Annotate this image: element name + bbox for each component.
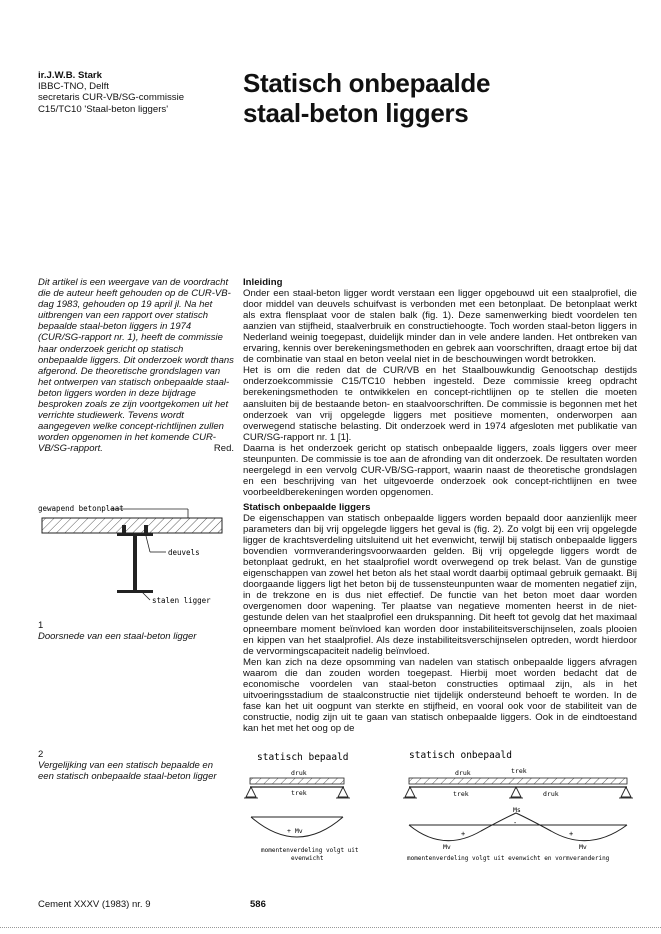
intro-signature: Red. (213, 443, 234, 455)
support-icon (621, 787, 631, 797)
page-number: 586 (250, 899, 266, 910)
right-plus-left: + (461, 830, 466, 838)
right-plus-right: + (569, 830, 574, 838)
author-block (38, 70, 238, 115)
label-stalen-ligger: stalen ligger (152, 596, 211, 605)
right-druk-bottom: druk (543, 790, 559, 798)
paragraph: De eigenschappen van statisch onbepaalde liggers worden bepaald door aanzienlijk meer parameters dan bij vrij opgelegde liggers het geval is (fig. 2). Zo volgt bij een vrij opgelegde ligger de krachtsverdeling uitsluitend uit het evenwicht, terwijl bij statisch onbepaalde liggers bovendien vormveranderingsvoorwaarden gelden. Bij vrij opgelegde liggers wordt de betonplaat gedrukt, en het staalprofiel wordt overwegend op trek belast. Van de gunstige eigenschappen van zowel het beton als het staal wordt daarbij optimaal gebruik gemaakt. Bij doorgaande liggers ligt het beton bij de tussensteunpunten waar de momenten negatief zijn, in de trekzone en is dus niet effectief. De functie van het beton moet daar worden overgenomen door wapening. Ter plaatse van negatieve momenten heerst in de niet-gestunde delen van het staalprofiel een drukspanning. Dit heeft tot gevolg dat het maximaal opneembare moment beïnvloed kan worden door instabiliteitsverschijnselen, zoals plooien en kippen van het staalprofiel. Als deze instabiliteitsverschijnselen optreden, wordt hierdoor de vervormingscapaciteit nadelig beïnvloed. (243, 513, 637, 657)
intro-text: Dit artikel is een weergave van de voordracht die de auteur heeft gehouden op de CUR-VB-dag 1983, gehouden op 19 april jl. Na het uitbrengen van een rapport over statisch bepaalde staal-beton liggers in 1974 (CUR/SG-rapport nr. 1), heeft de commissie haar onderzoek gericht op statisch onbepaalde liggers. Dit onderzoek wordt thans afgerond. De theoretische grondslagen van het ontwerpen van statisch onbepaalde staal-beton liggers worden in deze bijdrage besproken zoals ze zijn voortgekomen uit het verrichte studiewerk. Tevens wordt aangegeven welke concept-richtlijnen zullen worden opgenomen in het komende CUR-VB/SG-rapport. (38, 277, 234, 455)
author-affiliation-1: IBBC-TNO, Delft (38, 81, 109, 93)
left-caption-line-2: evenwicht (291, 855, 324, 862)
right-druk: druk (455, 769, 471, 777)
figure-2-caption (38, 749, 228, 783)
right-title: statisch onbepaald (409, 750, 512, 761)
figure-1-cross-section (38, 500, 238, 620)
concrete-slab (42, 518, 222, 533)
left-title: statisch bepaald (257, 752, 349, 763)
bottom-divider (0, 927, 661, 928)
support-icon (338, 787, 348, 797)
left-caption-line-1: momentenverdeling volgt uit (261, 847, 359, 854)
label-deuvels: deuvels (168, 548, 200, 557)
right-moment-curve (409, 813, 627, 841)
section-inleiding (243, 277, 637, 498)
author-affiliation-2: secretaris CUR-VB/SG-commissie (38, 92, 185, 104)
right-ms: Ms (513, 806, 521, 814)
paragraph: Onder een staal-beton ligger wordt verstaan een ligger opgebouwd uit een staalprofiel, die door middel van deuvels schuifvast is verbonden met een betonplaat. De betonplaat werkt als extra flensplaat voor de stalen balk (fig. 1). Deze samenwerking biedt voordelen ten aanzien van stijfheid, staalverbruik en constructiehoogte. Toch worden staal-beton liggers in Nederland weinig toegepast, duidelijk minder dan in vele andere landen. Het ontbreken van ervaring, kennis over berekeningsmethoden en gebrek aan voorschriften, draagt ertoe bij dat de combinatie van staal en beton veelal niet in de beschouwingen wordt betrokken. (243, 288, 637, 366)
left-slab (250, 778, 344, 784)
left-druk: druk (291, 769, 307, 777)
support-icon (511, 787, 521, 797)
editorial-intro (38, 277, 234, 455)
author-affiliation-3: C15/TC10 'Staal-beton liggers' (38, 103, 169, 115)
bottom-flange (117, 590, 153, 593)
figure-2-caption-text: Vergelijking van een statisch bepaalde en een statisch onbepaalde staal-beton ligger (38, 760, 217, 783)
figure-2-statisch-onbepaald (403, 745, 643, 865)
figure-1-number: 1 (38, 620, 44, 631)
figure-2-number: 2 (38, 749, 44, 760)
web (133, 536, 137, 590)
dowel (144, 525, 148, 534)
label-betonplaat: gewapend betonplaat (38, 504, 124, 513)
figure-1-caption-text: Doorsnede van een staal-beton ligger (38, 631, 197, 643)
support-icon (405, 787, 415, 797)
left-plus-mv: + Mv (287, 827, 303, 835)
title-line-1: Statisch onbepaalde (243, 68, 491, 98)
right-mv-right: Mv (579, 843, 587, 851)
right-caption: momentenverdeling volgt uit evenwicht en vormverandering (407, 855, 610, 862)
right-trek-bottom: trek (453, 790, 469, 798)
section-statisch-onbepaalde-liggers (243, 502, 637, 734)
section-heading-statisch: Statisch onbepaalde liggers (243, 502, 371, 513)
right-slab (409, 778, 627, 784)
footer-journal: Cement XXXV (1983) nr. 9 (38, 899, 151, 910)
author-name: ir.J.W.B. Stark (38, 70, 102, 81)
left-trek: trek (291, 789, 307, 797)
figure-2-statisch-bepaald (243, 745, 363, 865)
right-trek-top: trek (511, 767, 527, 775)
support-icon (246, 787, 256, 797)
section-heading-inleiding: Inleiding (243, 277, 283, 288)
dowel (122, 525, 126, 534)
title-line-2: staal-beton liggers (243, 98, 469, 128)
paragraph: Daarna is het onderzoek gericht op statisch onbepaalde liggers, zoals liggers over meer steunpunten. De commissie is toe aan de afronding van dit onderzoek. De resultaten worden neergelegd in een vervolg CUR-VB/SG-rapport, waarin naast de theoretische grondslagen en een beschrijving van het uitgevoerde onderzoek ook concept-richtlijnen en twee voorbeeldberekeningen worden opgenomen. (243, 442, 637, 498)
article-title (243, 68, 643, 128)
right-mv-left: Mv (443, 843, 451, 851)
paragraph: Het is om die reden dat de CUR/VB en het Staalbouwkundig Genootschap destijds onderzoekcommissie C15/TC10 hebben ingesteld. Deze commissie kreeg opdracht berekeningsmethoden te ontwikkelen en concept-richtlijnen op te stellen die moeten aansluiten bij de bestaande beton- en staalvoorschriften. De commissie is begonnen met het onderzoek van vrij opgelegde liggers met positieve momenten, onderworpen aan overwegend statische belasting. Dit onderzoek werd in 1974 afgesloten met publikatie van CUR/SG-rapport nr. 1 [1]. (243, 365, 637, 443)
paragraph: Men kan zich na deze opsomming van nadelen van statisch onbepaalde liggers afvragen waarom die dan zouden worden toegepast. Hierbij moet worden bedacht dat de economische voordelen van staal-beton constructies optimaal zijn, als in het uitvoeringsstadium de staalconstructie niet tijdelijk ondersteund behoeft te worden. In de fase kan het uit oogpunt van sterkte en stijfheid, en vooral ook voor de stabiliteit van de constructie, nodig zijn uit te gaan van statisch onbepaalde liggers. Ook in de eindtoestand kan het met het oog op de (243, 656, 637, 734)
figure-1-caption (38, 620, 228, 642)
right-minus: - (513, 819, 518, 827)
